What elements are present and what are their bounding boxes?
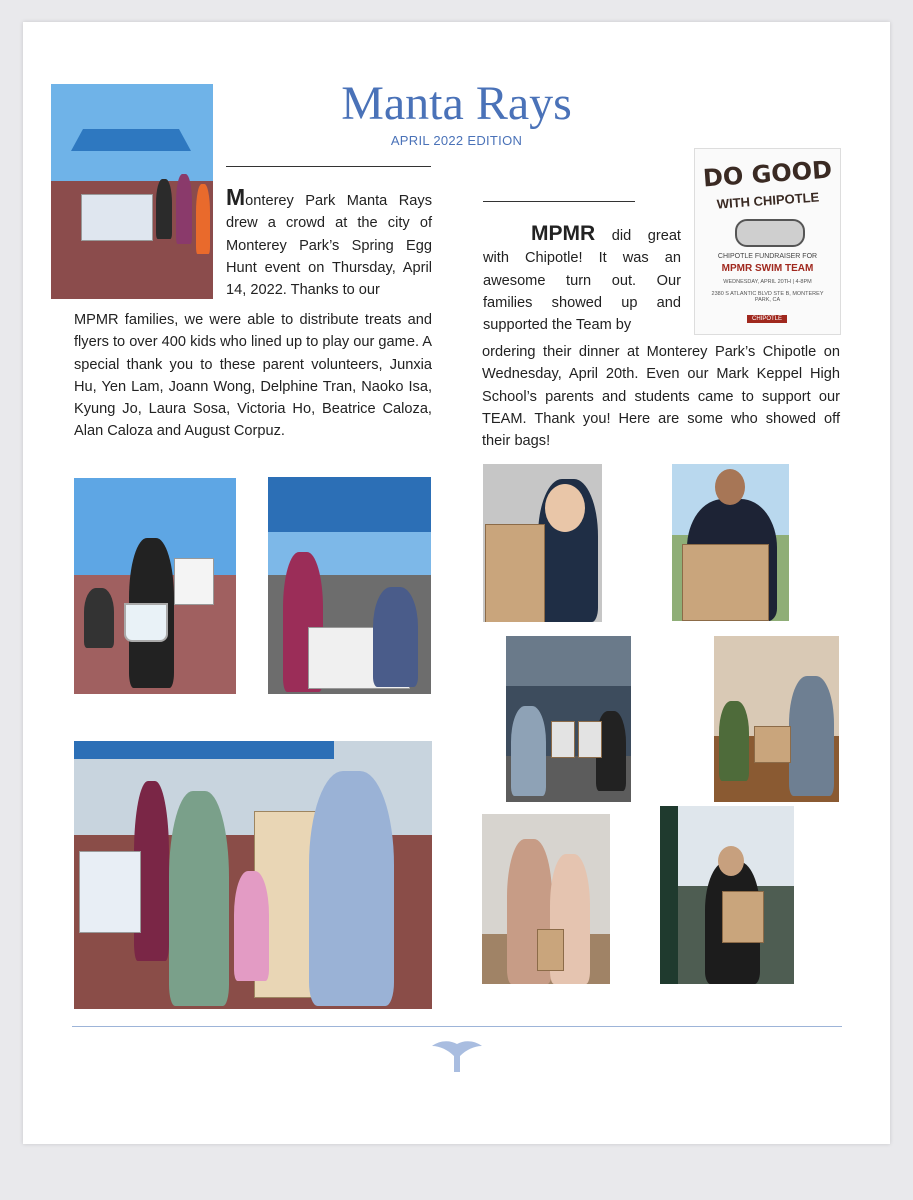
- right-divider: [483, 201, 635, 202]
- boy-with-bag-photo: [672, 464, 789, 621]
- booth-table-photo: [268, 477, 431, 694]
- flyer-team: MPMR SWIM TEAM: [721, 263, 814, 274]
- flyer-address: 2380 S ATLANTIC BLVD STE B, MONTEREY PARK, CA: [711, 291, 824, 303]
- selfie-with-bag-photo: [483, 464, 602, 622]
- mpmr-lead: MPMR: [531, 222, 596, 245]
- flyer-fundraiser: CHIPOTLE FUNDRAISER FOR: [717, 253, 818, 260]
- egg-hunt-booth-photo: [51, 84, 213, 299]
- man-with-bag-photo: [660, 806, 794, 984]
- plinko-game-photo: [74, 741, 432, 1009]
- table-group-photo: [714, 636, 839, 802]
- flyer-subheadline: WITH CHIPOTLE: [716, 189, 820, 212]
- dropcap: M: [226, 184, 246, 210]
- flyer-headline: DO GOOD: [702, 155, 833, 193]
- chipotle-article-lead: [483, 223, 681, 336]
- egg-hunt-article-body: MPMR families, we were able to distribute treats and flyers to over 400 kids who lined up to play our game. A special thank you to these parent volunteers, Junxia Hu, Yen Lam, Joann Wong, Delphine Tran, Naoko Isa, Kyung Jo, Laura Sosa, Victoria Ho, Beatrice Caloza, Alan Caloza and August Corpuz.: [74, 312, 432, 440]
- egg-hunt-text-part1: onterey Park Manta Rays drew a crowd at the city of Monterey Park’s Spring Egg Hunt event on Thursday, April 14, 2022. Thanks to our: [226, 193, 432, 299]
- chipotle-flyer: [694, 148, 841, 335]
- mother-daughter-photo: [482, 814, 610, 984]
- footer-divider: [72, 1026, 842, 1027]
- flyer-date: WEDNESDAY, APRIL 20TH | 4-8PM: [723, 279, 812, 285]
- burrito-icon: [735, 219, 805, 247]
- page-title: Manta Rays: [341, 77, 572, 130]
- egg-hunt-article-lead: [226, 186, 432, 301]
- restaurant-group-photo: [506, 636, 631, 802]
- manta-ray-icon: [430, 1038, 484, 1074]
- edition-subtitle: APRIL 2022 EDITION: [390, 133, 523, 148]
- volunteer-with-bucket-photo: [74, 478, 236, 694]
- chipotle-article-body: ordering their dinner at Monterey Park’s Chipotle on Wednesday, April 20th. Even our Mark Keppel High School’s parents and students came to support our TEAM. Thank you! Here are some who showed off their bags!: [482, 344, 840, 450]
- chipotle-logo: CHIPOTLE: [747, 315, 787, 323]
- chipotle-text-part1: did great with Chipotle! It was an awesome turn out. Our families showed up and supported the Team by: [483, 228, 681, 334]
- left-divider: [226, 166, 431, 167]
